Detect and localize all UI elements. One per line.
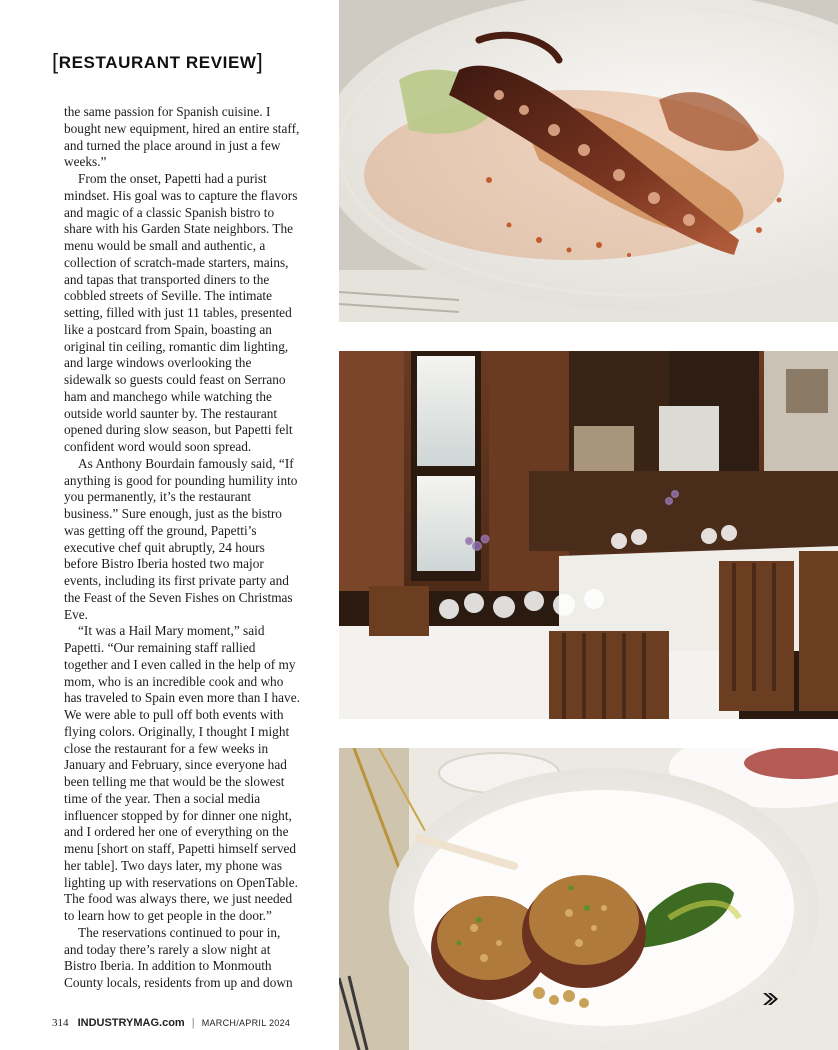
article-paragraph: From the onset, Papetti had a purist mindset. His goal was to capture the flavors and magic of a classic Spanish bistro to share with his Garden State neighbors. The menu would be small and authentic, a collection of scratch-made starters, mains, and tapas that transported diners to the cobbled streets of Seville. The intimate setting, filled with just 11 tables, presented like a postcard from Spain, boasting an original tin ceiling, romantic dim lighting, and large windows overlooking the sidewalk so guests could feast on Serrano ham and manchego while watching the outside world saunter by. The restaurant opened during slow season, but Papetti felt confident word would soon spread.	[64, 171, 298, 454]
article-paragraph: the same passion for Spanish cuisine. I bought new equipment, hired an entire staff, and turned the place around in just a few weeks.”	[64, 104, 300, 170]
article-paragraph: The reservations continued to pour in, and today there’s rarely a slow night at Bistro Iberia. In addition to Monmouth County locals, residents from up and down	[64, 924, 293, 990]
dining-room-photo	[339, 351, 838, 719]
octopus-dish-photo	[339, 0, 838, 322]
issue-date: MARCH/APRIL 2024	[201, 1018, 291, 1028]
article-paragraph: “It was a Hail Mary moment,” said Papetti. “Our remaining staff rallied together and I even called in the help of my mom, who is an incredible cook and who has traveled to Spain even more than I have. We were able to pull off both events with flying colors. Originally, I thought I might close the restaurant for a few weeks in January and February, since everyone had been telling me that would be the slowest time of the year. Then a social media influencer stopped by for dinner one night, and I ordered her one of everything on the menu [short on staff, Papetti himself served her table]. Two days later, my phone was lighting up with reservations on OpenTable. The food was always there, we just needed to learn how to get people in the door.”	[64, 623, 300, 923]
bracket-left-icon: [	[52, 49, 59, 74]
section-label	[52, 49, 263, 73]
section-label-text: RESTAURANT REVIEW	[58, 53, 257, 72]
article-body	[64, 104, 300, 992]
bracket-right-icon: ]	[256, 49, 264, 74]
page-number: 314	[52, 1017, 69, 1029]
footer-separator: |	[191, 1017, 195, 1029]
page-footer	[52, 1016, 290, 1030]
continue-arrow-icon	[762, 992, 778, 1006]
site-name: INDUSTRYMAG.com	[77, 1017, 185, 1029]
article-paragraph: As Anthony Bourdain famously said, “If anything is good for pounding humility into you permanently, it’s the restaurant business.” Sure enough, just as the bistro was getting off the ground, Papetti’s executive chef quit abruptly, 24 hours before Bistro Iberia hosted two major events, including its first private party and the Feast of the Seven Fishes on Christmas Eve.	[64, 455, 298, 622]
